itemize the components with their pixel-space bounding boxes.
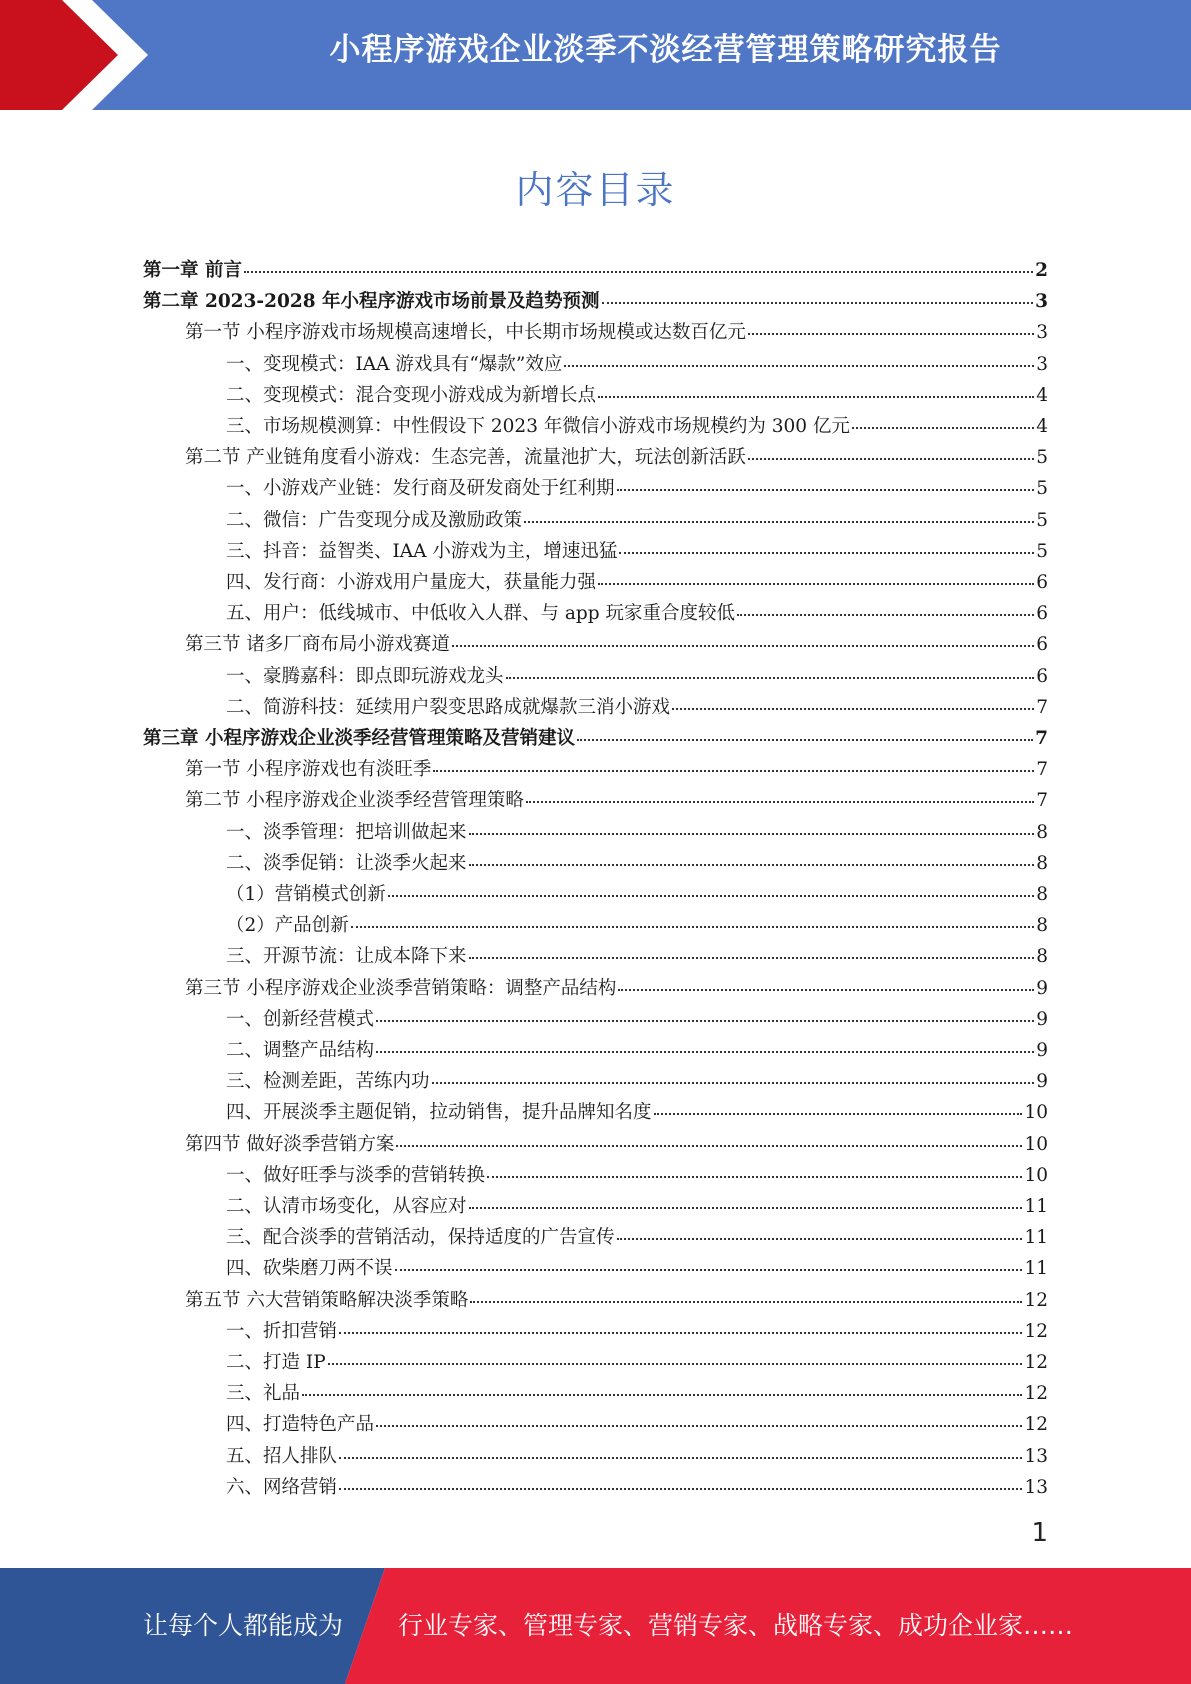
toc-dot-leader: [748, 458, 1034, 460]
toc-dot-leader: [433, 770, 1034, 772]
page-number: 1: [1031, 1518, 1048, 1548]
toc-entry-page: 12: [1024, 1290, 1048, 1311]
toc-dot-leader: [526, 801, 1034, 803]
toc-dot-leader: [672, 708, 1034, 710]
toc-entry-page: 8: [1036, 853, 1048, 874]
toc-entry[interactable]: [226, 567, 1048, 598]
toc-entry[interactable]: [226, 1035, 1048, 1066]
toc-entry[interactable]: [226, 1066, 1048, 1097]
toc-entry-page: 7: [1036, 697, 1048, 718]
toc-entry-page: 6: [1036, 666, 1048, 687]
toc-dot-leader: [506, 677, 1035, 679]
toc-entry-page: 11: [1024, 1258, 1048, 1279]
toc-entry-page: 8: [1036, 822, 1048, 843]
toc-dot-leader: [564, 365, 1034, 367]
toc-entry-page: 10: [1024, 1134, 1048, 1155]
toc-dot-leader: [469, 864, 1035, 866]
toc-entry[interactable]: [226, 1253, 1048, 1284]
toc-entry-text: 第二章 2023-2028 年小程序游戏市场前景及趋势预测: [143, 291, 600, 312]
toc-entry-text: 第三节 诸多厂商布局小游戏赛道: [185, 634, 450, 655]
toc-entry-text: 三、礼品: [226, 1383, 301, 1404]
toc-dot-leader: [432, 1082, 1035, 1084]
toc-entry-page: 2: [1035, 260, 1048, 281]
toc-entry[interactable]: [226, 910, 1048, 941]
toc-entry-page: 12: [1024, 1321, 1048, 1342]
toc-dot-leader: [748, 333, 1034, 335]
toc-entry-page: 11: [1024, 1227, 1048, 1248]
toc-entry-text: 二、认清市场变化，从容应对: [226, 1196, 467, 1217]
toc-dot-leader: [339, 1457, 1022, 1459]
toc-entry[interactable]: [226, 692, 1048, 723]
toc-entry-text: 三、开源节流：让成本降下来: [226, 946, 467, 967]
toc-entry[interactable]: [143, 723, 1048, 754]
footer-slogan-right: 行业专家、管理专家、营销专家、战略专家、成功企业家……: [398, 1611, 1074, 1640]
toc-dot-leader: [524, 521, 1034, 523]
toc-dot-leader: [469, 957, 1035, 959]
toc-entry-text: 三、市场规模测算：中性假设下 2023 年微信小游戏市场规模约为 300 亿元: [226, 416, 850, 437]
toc-entry-page: 3: [1036, 322, 1048, 343]
toc-dot-leader: [487, 1176, 1022, 1178]
toc-dot-leader: [617, 1238, 1023, 1240]
toc-entry-page: 8: [1036, 915, 1048, 936]
toc-entry[interactable]: [226, 1472, 1048, 1503]
toc-entry[interactable]: [226, 1347, 1048, 1378]
toc-entry-text: 四、砍柴磨刀两不误: [226, 1258, 393, 1279]
toc-entry[interactable]: [226, 1097, 1048, 1128]
toc-entry-page: 9: [1036, 1040, 1048, 1061]
toc-dot-leader: [852, 427, 1034, 429]
toc-dot-leader: [619, 552, 1034, 554]
toc-entry-page: 4: [1036, 416, 1048, 437]
toc-dot-leader: [737, 614, 1034, 616]
toc-entry[interactable]: [185, 317, 1048, 348]
toc-entry-page: 9: [1036, 978, 1048, 999]
toc-entry[interactable]: [226, 941, 1048, 972]
toc-entry-text: 第三节 小程序游戏企业淡季营销策略：调整产品结构: [185, 978, 617, 999]
toc-entry-page: 3: [1035, 291, 1048, 312]
toc-dot-leader: [469, 833, 1035, 835]
toc-entry[interactable]: [226, 1378, 1048, 1409]
toc-entry-text: 三、抖音：益智类、IAA 小游戏为主，增速迅猛: [226, 541, 618, 562]
toc-entry-text: 一、小游戏产业链：发行商及研发商处于红利期: [226, 478, 615, 499]
toc-entry-page: 12: [1024, 1414, 1048, 1435]
toc-entry[interactable]: [226, 1409, 1048, 1440]
toc-entry-text: 第四节 做好淡季营销方案: [185, 1134, 395, 1155]
toc-entry-text: 四、打造特色产品: [226, 1414, 375, 1435]
toc-dot-leader: [376, 1020, 1034, 1022]
toc-dot-leader: [602, 302, 1034, 304]
toc-entry-text: 四、发行商：小游戏用户量庞大，获量能力强: [226, 572, 597, 593]
toc-entry[interactable]: [226, 848, 1048, 879]
page-header: [0, 0, 1191, 110]
toc-entry[interactable]: [226, 1441, 1048, 1472]
toc-dot-leader: [328, 1363, 1023, 1365]
toc-entry[interactable]: [226, 1160, 1048, 1191]
toc-entry[interactable]: [226, 505, 1048, 536]
toc-dot-leader: [351, 926, 1034, 928]
toc-dot-leader: [598, 396, 1034, 398]
toc-entry-text: 一、淡季管理：把培训做起来: [226, 822, 467, 843]
toc-dot-leader: [617, 489, 1035, 491]
toc-entry[interactable]: [226, 380, 1048, 411]
toc-entry-text: 二、微信：广告变现分成及激励政策: [226, 510, 523, 531]
toc-entry-page: 10: [1024, 1102, 1048, 1123]
toc-entry-page: 13: [1024, 1477, 1048, 1498]
toc-dot-leader: [654, 1113, 1023, 1115]
toc-entry[interactable]: [185, 973, 1048, 1004]
toc-entry[interactable]: [226, 1222, 1048, 1253]
toc-entry-text: 二、变现模式：混合变现小游戏成为新增长点: [226, 385, 597, 406]
toc-dot-leader: [577, 739, 1033, 741]
toc-dot-leader: [452, 645, 1034, 647]
toc-entry[interactable]: [143, 255, 1048, 286]
toc-entry-text: 五、招人排队: [226, 1446, 338, 1467]
toc-entry[interactable]: [185, 1129, 1048, 1160]
toc-dot-leader: [244, 271, 1033, 273]
toc-entry-text: 一、做好旺季与淡季的营销转换: [226, 1165, 486, 1186]
toc-entry[interactable]: [226, 1004, 1048, 1035]
toc-entry-page: 4: [1036, 385, 1048, 406]
footer-slogan-left: 让每个人都能成为: [143, 1611, 344, 1640]
toc-heading: 内容目录: [515, 168, 676, 212]
toc-dot-leader: [376, 1051, 1034, 1053]
toc-entry-page: 12: [1024, 1383, 1048, 1404]
toc-dot-leader: [302, 1394, 1022, 1396]
toc-entry-page: 6: [1036, 603, 1048, 624]
toc-dot-leader: [396, 1145, 1022, 1147]
toc-entry-page: 7: [1035, 728, 1048, 749]
toc-entry-page: 11: [1024, 1196, 1048, 1217]
page-footer: [0, 1568, 1191, 1684]
toc-entry-text: 第二节 产业链角度看小游戏：生态完善，流量池扩大，玩法创新活跃: [185, 447, 746, 468]
toc-entry-text: 五、用户：低线城市、中低收入人群、与 app 玩家重合度较低: [226, 603, 735, 624]
header-chevron-decoration: [0, 0, 160, 110]
toc-entry[interactable]: [226, 661, 1048, 692]
toc-entry-text: 二、简游科技：延续用户裂变思路成就爆款三消小游戏: [226, 697, 671, 718]
toc-entry-text: 二、调整产品结构: [226, 1040, 375, 1061]
report-title: 小程序游戏企业淡季不淡经营管理策略研究报告: [329, 32, 1002, 68]
toc-entry-text: 三、检测差距，苦练内功: [226, 1071, 430, 1092]
toc-dot-leader: [598, 583, 1034, 585]
toc-entry-text: 第一章 前言: [143, 260, 242, 281]
toc-entry-page: 8: [1036, 946, 1048, 967]
toc-entry-text: 第三章 小程序游戏企业淡季经营管理策略及营销建议: [143, 728, 575, 749]
toc-entry-text: 第二节 小程序游戏企业淡季经营管理策略: [185, 790, 524, 811]
toc-entry-text: 第一节 小程序游戏市场规模高速增长，中长期市场规模或达数百亿元: [185, 322, 746, 343]
toc-entry-text: 二、淡季促销：让淡季火起来: [226, 853, 467, 874]
toc-dot-leader: [618, 989, 1034, 991]
toc-entry-page: 5: [1036, 478, 1048, 499]
toc-dot-leader: [339, 1488, 1022, 1490]
toc-entry-page: 8: [1036, 884, 1048, 905]
toc-entry-text: 三、配合淡季的营销活动，保持适度的广告宣传: [226, 1227, 615, 1248]
toc-entry[interactable]: [226, 1316, 1048, 1347]
toc-entry-page: 5: [1036, 510, 1048, 531]
toc-entry-page: 12: [1024, 1352, 1048, 1373]
toc-entry-text: （2）产品创新: [226, 915, 349, 936]
toc-entry[interactable]: [185, 442, 1048, 473]
toc-entry-page: 3: [1036, 354, 1048, 375]
toc-entry[interactable]: [226, 879, 1048, 910]
toc-entry-page: 10: [1024, 1165, 1048, 1186]
toc-dot-leader: [339, 1332, 1022, 1334]
toc-entry-page: 5: [1036, 447, 1048, 468]
toc-entry-text: 第一节 小程序游戏也有淡旺季: [185, 759, 432, 780]
toc-entry-text: 一、变现模式：IAA 游戏具有“爆款”效应: [226, 354, 563, 375]
toc-entry[interactable]: [226, 536, 1048, 567]
toc-entry-text: 二、打造 IP: [226, 1352, 326, 1373]
toc-entry[interactable]: [185, 754, 1048, 785]
toc-entry-page: 13: [1024, 1446, 1048, 1467]
toc-entry-text: 一、豪腾嘉科：即点即玩游戏龙头: [226, 666, 504, 687]
toc-entry-text: 六、网络营销: [226, 1477, 338, 1498]
toc-dot-leader: [470, 1301, 1022, 1303]
toc-entry[interactable]: [226, 473, 1048, 504]
toc-entry-page: 9: [1036, 1071, 1048, 1092]
toc-dot-leader: [376, 1425, 1022, 1427]
toc-entry[interactable]: [226, 1191, 1048, 1222]
toc-entry[interactable]: [185, 1285, 1048, 1316]
toc-entry-text: 第五节 六大营销策略解决淡季策略: [185, 1290, 469, 1311]
toc-entry[interactable]: [226, 349, 1048, 380]
toc-entry-page: 9: [1036, 1009, 1048, 1030]
toc-entry-text: （1）营销模式创新: [226, 884, 386, 905]
toc-entry-text: 一、折扣营销: [226, 1321, 338, 1342]
toc-entry[interactable]: [143, 286, 1048, 317]
toc-dot-leader: [469, 1207, 1023, 1209]
toc-entry-page: 5: [1036, 541, 1048, 562]
toc-entry-page: 7: [1036, 759, 1048, 780]
toc-entry[interactable]: [185, 629, 1048, 660]
toc-entry[interactable]: [226, 817, 1048, 848]
toc-dot-leader: [388, 895, 1034, 897]
toc-entry-page: 6: [1036, 634, 1048, 655]
toc-entry-text: 四、开展淡季主题促销，拉动销售，提升品牌知名度: [226, 1102, 652, 1123]
toc-entry-text: 一、创新经营模式: [226, 1009, 375, 1030]
toc-entry[interactable]: [185, 785, 1048, 816]
toc-entry[interactable]: [226, 598, 1048, 629]
toc-dot-leader: [395, 1269, 1023, 1271]
toc-entry[interactable]: [226, 411, 1048, 442]
toc-entry-page: 7: [1036, 790, 1048, 811]
toc-entry-page: 6: [1036, 572, 1048, 593]
